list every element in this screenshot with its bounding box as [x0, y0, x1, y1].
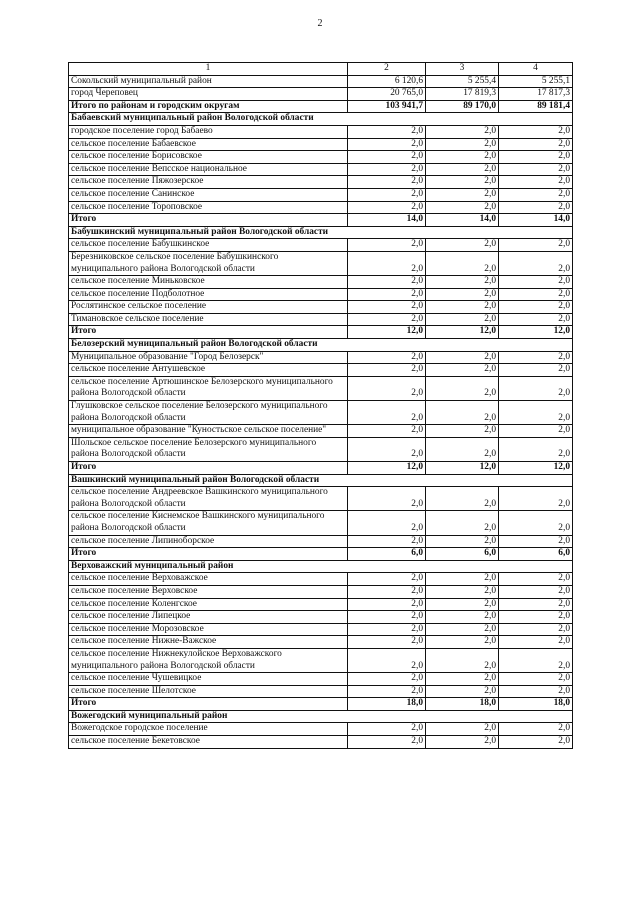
table-row: [69, 425, 573, 438]
amount-col-4: 89 181,4: [499, 100, 573, 113]
total-row: [69, 100, 573, 113]
district-name: Бабаевский муниципальный район Вологодской области: [69, 113, 573, 126]
amount-col-3: 2,0: [426, 673, 499, 686]
settlement-name: Рослятинское сельское поселение: [69, 301, 348, 314]
amount-col-4: 2,0: [499, 598, 573, 611]
settlement-name: сельское поселение Артюшинское Белозерского муниципального района Вологодской области: [69, 376, 348, 400]
settlement-name: сельское поселение Бабаевское: [69, 138, 348, 151]
amount-col-3: 2,0: [426, 351, 499, 364]
table-row: [69, 598, 573, 611]
settlement-name: Муниципальное образование "Город Белозерск": [69, 351, 348, 364]
district-section-row: [69, 113, 573, 126]
table-row: [69, 313, 573, 326]
settlement-name: сельское поселение Верховское: [69, 585, 348, 598]
table-row: [69, 535, 573, 548]
amount-col-4: 2,0: [499, 401, 573, 425]
amount-col-2: 2,0: [348, 425, 426, 438]
amount-col-2: 2,0: [348, 648, 426, 672]
total-row: [69, 548, 573, 561]
district-name: Бабушкинский муниципальный район Вологодской области: [69, 226, 573, 239]
amount-col-3: 5 255,4: [426, 75, 499, 88]
table-header-row: [69, 63, 573, 76]
table-row: [69, 151, 573, 164]
amount-col-4: 2,0: [499, 251, 573, 275]
total-label: Итого: [69, 214, 348, 227]
table-row: [69, 163, 573, 176]
amount-col-3: 2,0: [426, 364, 499, 377]
amount-col-2: 2,0: [348, 138, 426, 151]
settlement-name: сельское поселение Бабушкинское: [69, 239, 348, 252]
amount-col-2: 2,0: [348, 125, 426, 138]
settlement-name: сельское поселение Подболотное: [69, 288, 348, 301]
amount-col-4: 2,0: [499, 623, 573, 636]
amount-col-3: 2,0: [426, 611, 499, 624]
amount-col-3: 2,0: [426, 276, 499, 289]
amount-col-4: 2,0: [499, 239, 573, 252]
table-row: [69, 401, 573, 425]
amount-col-2: 12,0: [348, 326, 426, 339]
table-row: [69, 437, 573, 461]
column-header: 4: [499, 63, 573, 76]
amount-col-4: 2,0: [499, 611, 573, 624]
settlement-name: сельское поселение Андреевское Вашкинского муниципального района Вологодской области: [69, 487, 348, 511]
total-row: [69, 462, 573, 475]
amount-col-4: 2,0: [499, 723, 573, 736]
amount-col-4: 2,0: [499, 585, 573, 598]
settlement-name: сельское поселение Коленгское: [69, 598, 348, 611]
amount-col-3: 89 170,0: [426, 100, 499, 113]
amount-col-3: 2,0: [426, 376, 499, 400]
amount-col-4: 2,0: [499, 313, 573, 326]
settlement-name: городское поселение город Бабаево: [69, 125, 348, 138]
amount-col-2: 2,0: [348, 487, 426, 511]
settlement-name: сельское поселение Санинское: [69, 188, 348, 201]
amount-col-4: 2,0: [499, 176, 573, 189]
settlement-name: сельское поселение Миньковское: [69, 276, 348, 289]
table-row: [69, 673, 573, 686]
amount-col-2: 2,0: [348, 239, 426, 252]
amount-col-4: 2,0: [499, 188, 573, 201]
amount-col-2: 2,0: [348, 401, 426, 425]
table-row: [69, 138, 573, 151]
settlement-name: Березниковское сельское поселение Бабушкинского муниципального района Вологодской области: [69, 251, 348, 275]
amount-col-3: 2,0: [426, 138, 499, 151]
amount-col-3: 2,0: [426, 188, 499, 201]
settlement-name: Глушковское сельское поселение Белозерского муниципального района Вологодской области: [69, 401, 348, 425]
table-body: [69, 63, 573, 749]
amount-col-4: 2,0: [499, 301, 573, 314]
settlement-name: город Череповец: [69, 88, 348, 101]
amount-col-4: 2,0: [499, 376, 573, 400]
amount-col-3: 6,0: [426, 548, 499, 561]
amount-col-3: 2,0: [426, 723, 499, 736]
amount-col-2: 2,0: [348, 251, 426, 275]
amount-col-4: 12,0: [499, 326, 573, 339]
total-row: [69, 214, 573, 227]
amount-col-3: 2,0: [426, 251, 499, 275]
district-section-row: [69, 560, 573, 573]
total-label: Итого по районам и городским округам: [69, 100, 348, 113]
settlement-name: сельское поселение Антушевское: [69, 364, 348, 377]
table-row: [69, 723, 573, 736]
amount-col-3: 2,0: [426, 301, 499, 314]
amount-col-2: 2,0: [348, 573, 426, 586]
amount-col-2: 2,0: [348, 288, 426, 301]
amount-col-4: 2,0: [499, 163, 573, 176]
amount-col-3: 2,0: [426, 201, 499, 214]
amount-col-4: 2,0: [499, 437, 573, 461]
settlement-name: сельское поселение Нижнекулойское Верховажского муниципального района Вологодской области: [69, 648, 348, 672]
table-row: [69, 75, 573, 88]
total-row: [69, 326, 573, 339]
total-label: Итого: [69, 548, 348, 561]
table-row: [69, 623, 573, 636]
amount-col-3: 2,0: [426, 573, 499, 586]
table-row: [69, 125, 573, 138]
table-row: [69, 648, 573, 672]
amount-col-3: 2,0: [426, 636, 499, 649]
amount-col-4: 2,0: [499, 511, 573, 535]
amount-col-3: 2,0: [426, 623, 499, 636]
amount-col-4: 2,0: [499, 288, 573, 301]
amount-col-3: 2,0: [426, 163, 499, 176]
settlement-name: сельское поселение Морозовское: [69, 623, 348, 636]
amount-col-3: 12,0: [426, 462, 499, 475]
amount-col-2: 2,0: [348, 736, 426, 749]
amount-col-4: 2,0: [499, 425, 573, 438]
table-row: [69, 376, 573, 400]
amount-col-2: 18,0: [348, 698, 426, 711]
settlement-name: сельское поселение Липецкое: [69, 611, 348, 624]
amount-col-4: 2,0: [499, 573, 573, 586]
amount-col-2: 2,0: [348, 511, 426, 535]
table-row: [69, 685, 573, 698]
district-name: Верховажский муниципальный район: [69, 560, 573, 573]
settlement-name: Вожегодское городское поселение: [69, 723, 348, 736]
amount-col-4: 2,0: [499, 487, 573, 511]
amount-col-3: 2,0: [426, 585, 499, 598]
amount-col-4: 6,0: [499, 548, 573, 561]
amount-col-4: 2,0: [499, 201, 573, 214]
amount-col-3: 2,0: [426, 487, 499, 511]
amount-col-4: 2,0: [499, 138, 573, 151]
amount-col-2: 20 765,0: [348, 88, 426, 101]
amount-col-3: 2,0: [426, 425, 499, 438]
amount-col-3: 2,0: [426, 151, 499, 164]
district-section-row: [69, 474, 573, 487]
settlement-name: сельское поселение Борисовское: [69, 151, 348, 164]
settlement-name: сельское поселение Тороповское: [69, 201, 348, 214]
settlement-name: муниципальное образование "Куностьское сельское поселение": [69, 425, 348, 438]
amount-col-4: 2,0: [499, 535, 573, 548]
amount-col-4: 5 255,1: [499, 75, 573, 88]
settlement-name: сельское поселение Вепсское национальное: [69, 163, 348, 176]
settlement-name: сельское поселение Пяжозерское: [69, 176, 348, 189]
settlement-name: сельское поселение Бекетовское: [69, 736, 348, 749]
amount-col-2: 2,0: [348, 188, 426, 201]
column-header: 2: [348, 63, 426, 76]
settlement-name: Тимановское сельское поселение: [69, 313, 348, 326]
amount-col-4: 12,0: [499, 462, 573, 475]
amount-col-2: 103 941,7: [348, 100, 426, 113]
amount-col-2: 2,0: [348, 163, 426, 176]
amount-col-4: 2,0: [499, 673, 573, 686]
amount-col-2: 2,0: [348, 685, 426, 698]
district-name: Вожегодский муниципальный район: [69, 710, 573, 723]
amount-col-4: 14,0: [499, 214, 573, 227]
amount-col-2: 2,0: [348, 598, 426, 611]
amount-col-3: 18,0: [426, 698, 499, 711]
amount-col-2: 2,0: [348, 301, 426, 314]
amount-col-2: 6,0: [348, 548, 426, 561]
settlement-name: Шольское сельское поселение Белозерского муниципального района Вологодской области: [69, 437, 348, 461]
amount-col-2: 2,0: [348, 636, 426, 649]
table-row: [69, 188, 573, 201]
total-label: Итого: [69, 462, 348, 475]
amount-col-4: 17 817,3: [499, 88, 573, 101]
amount-col-3: 2,0: [426, 125, 499, 138]
amount-col-4: 18,0: [499, 698, 573, 711]
amount-col-4: 2,0: [499, 685, 573, 698]
amount-col-3: 2,0: [426, 437, 499, 461]
table-row: [69, 736, 573, 749]
amount-col-2: 2,0: [348, 437, 426, 461]
amount-col-2: 2,0: [348, 611, 426, 624]
total-row: [69, 698, 573, 711]
settlement-name: Сокольский муниципальный район: [69, 75, 348, 88]
amount-col-3: 2,0: [426, 736, 499, 749]
district-section-row: [69, 339, 573, 352]
amount-col-3: 2,0: [426, 511, 499, 535]
amount-col-2: 2,0: [348, 364, 426, 377]
amount-col-2: 2,0: [348, 201, 426, 214]
amount-col-3: 17 819,3: [426, 88, 499, 101]
table-row: [69, 88, 573, 101]
amount-col-2: 2,0: [348, 376, 426, 400]
amount-col-2: 2,0: [348, 276, 426, 289]
amount-col-2: 2,0: [348, 151, 426, 164]
amount-col-3: 2,0: [426, 685, 499, 698]
amount-col-2: 2,0: [348, 535, 426, 548]
table-row: [69, 201, 573, 214]
amount-col-2: 2,0: [348, 585, 426, 598]
district-name: Белозерский муниципальный район Вологодской области: [69, 339, 573, 352]
district-section-row: [69, 226, 573, 239]
amount-col-4: 2,0: [499, 125, 573, 138]
amount-col-4: 2,0: [499, 276, 573, 289]
amount-col-3: 2,0: [426, 176, 499, 189]
amount-col-3: 14,0: [426, 214, 499, 227]
column-header: 1: [69, 63, 348, 76]
district-section-row: [69, 710, 573, 723]
settlement-name: сельское поселение Верховажское: [69, 573, 348, 586]
table-row: [69, 611, 573, 624]
settlement-name: сельское поселение Чушевицкое: [69, 673, 348, 686]
amount-col-3: 2,0: [426, 239, 499, 252]
table-row: [69, 364, 573, 377]
amount-col-4: 2,0: [499, 636, 573, 649]
amount-col-2: 2,0: [348, 723, 426, 736]
amount-col-4: 2,0: [499, 364, 573, 377]
table-row: [69, 276, 573, 289]
amount-col-3: 2,0: [426, 313, 499, 326]
table-row: [69, 351, 573, 364]
amount-col-4: 2,0: [499, 736, 573, 749]
amount-col-3: 2,0: [426, 648, 499, 672]
amount-col-2: 2,0: [348, 623, 426, 636]
table-row: [69, 288, 573, 301]
amount-col-4: 2,0: [499, 648, 573, 672]
amount-col-2: 12,0: [348, 462, 426, 475]
settlement-name: сельское поселение Шелотское: [69, 685, 348, 698]
table-row: [69, 573, 573, 586]
settlement-name: сельское поселение Липиноборское: [69, 535, 348, 548]
table-row: [69, 511, 573, 535]
amount-col-3: 2,0: [426, 288, 499, 301]
amount-col-3: 2,0: [426, 401, 499, 425]
amount-col-2: 2,0: [348, 673, 426, 686]
table-row: [69, 585, 573, 598]
settlement-name: сельское поселение Киснемское Вашкинского муниципального района Вологодской области: [69, 511, 348, 535]
table-row: [69, 176, 573, 189]
amount-col-2: 2,0: [348, 313, 426, 326]
amount-col-3: 12,0: [426, 326, 499, 339]
table-row: [69, 251, 573, 275]
amount-col-2: 2,0: [348, 351, 426, 364]
amount-col-2: 2,0: [348, 176, 426, 189]
district-name: Вашкинский муниципальный район Вологодской области: [69, 474, 573, 487]
column-header: 3: [426, 63, 499, 76]
table-row: [69, 301, 573, 314]
amount-col-2: 14,0: [348, 214, 426, 227]
table-row: [69, 636, 573, 649]
total-label: Итого: [69, 698, 348, 711]
amount-col-3: 2,0: [426, 598, 499, 611]
page-number: 2: [317, 18, 323, 29]
table-row: [69, 487, 573, 511]
amount-col-4: 2,0: [499, 151, 573, 164]
allocation-table: [68, 62, 573, 749]
total-label: Итого: [69, 326, 348, 339]
table-row: [69, 239, 573, 252]
amount-col-3: 2,0: [426, 535, 499, 548]
settlement-name: сельское поселение Нижне-Важское: [69, 636, 348, 649]
amount-col-4: 2,0: [499, 351, 573, 364]
amount-col-2: 6 120,6: [348, 75, 426, 88]
